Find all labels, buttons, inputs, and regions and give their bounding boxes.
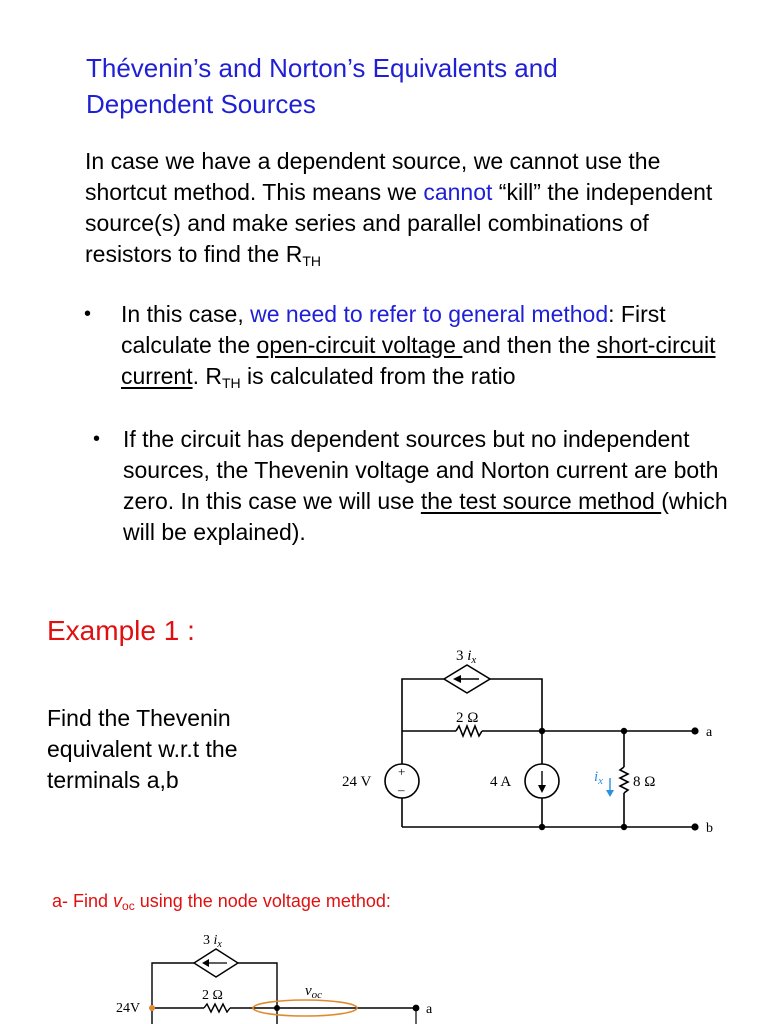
intro-paragraph [85, 146, 735, 270]
circuit-diagram-1 [330, 640, 730, 840]
c2-voc-label: $v_{oc}$ [305, 983, 323, 1001]
terminal-a-dot [691, 727, 698, 734]
terminal-b-label: b [706, 821, 713, 836]
b2-text-1: If the circuit has dependent sources but no independent sources, the Thevenin voltage and Norton current are both zero. In this case we will use [123, 426, 719, 514]
c2-r1-label: 2 Ω [202, 988, 223, 1003]
b1-text-5: is calculated from the ratio [240, 363, 516, 389]
node-top [539, 728, 545, 734]
step-a-v: v [113, 891, 123, 911]
intro-text-1: In case we have a dependent source, we cannot use the shortcut method. This means we [85, 148, 661, 205]
terminal-a-label: a [706, 725, 713, 740]
b1-open-circuit: open-circuit voltage [256, 332, 463, 358]
b1-short-circuit: short-circuit current [121, 332, 716, 389]
step-a-text [52, 888, 391, 914]
r2-label: 8 Ω [633, 774, 656, 790]
ix-label: $i_x$ [594, 769, 604, 787]
b1-text-1: In this case, [121, 301, 251, 327]
intro-cannot: cannot [423, 179, 493, 205]
title-line-1: Thévenin’s and Norton’s Equivalents and [86, 53, 558, 83]
b1-text-4: . R [192, 363, 222, 389]
c2-resistor-2ohm [204, 1004, 230, 1012]
task-text: Find the Thevenin equivalent w.r.t the terminals a,b [47, 705, 238, 793]
b1-text-2: : First calculate the [121, 301, 666, 358]
step-a-suffix: using the node voltage method: [134, 891, 391, 911]
b1-general-method: we need to refer to general method [250, 301, 609, 327]
resistor-2ohm [456, 726, 482, 736]
vsrc-plus: + [398, 764, 406, 779]
r1-label: 2 Ω [456, 710, 479, 726]
resistor-8ohm [620, 767, 628, 793]
title-line-2: Dependent Sources [86, 89, 316, 119]
c2-terminal-a-label: a [426, 1002, 433, 1017]
intro-text-2: “kill” the independent source(s) and make series and parallel combinations of resistors to find the R [85, 179, 713, 267]
c2-dep-source-label: 3 $i_x$ [203, 933, 222, 950]
terminal-b-dot [691, 823, 698, 830]
b2-test-source: the test source method [420, 488, 662, 514]
slide-title [86, 50, 746, 122]
b1-subscript: TH [221, 375, 241, 391]
isrc-label: 4 A [490, 774, 512, 790]
b1-text-3: and then the [462, 332, 597, 358]
step-a-sub: oc [122, 899, 135, 913]
node-top-right [621, 728, 627, 734]
node-bottom [539, 824, 545, 830]
intro-subscript: TH [302, 253, 321, 269]
dep-source-label: 3 $i_x$ [456, 648, 477, 666]
node-bottom-right [621, 824, 627, 830]
c2-terminal-a-dot [413, 1005, 420, 1012]
b2-text-2: (which will be explained). [123, 488, 728, 545]
vsrc-label: 24 V [342, 774, 372, 790]
bullet-2-dot: • [93, 428, 101, 450]
example-heading: Example 1 : [47, 615, 195, 646]
vsrc-minus: – [398, 782, 405, 797]
bullet-1-dot: • [84, 303, 92, 325]
bullet-2 [123, 424, 763, 548]
step-a-prefix: a- Find [52, 891, 114, 911]
c2-vsrc-label: 24V [116, 1001, 141, 1016]
bullet-1 [121, 299, 761, 392]
circuit-diagram-2 [110, 926, 450, 1024]
